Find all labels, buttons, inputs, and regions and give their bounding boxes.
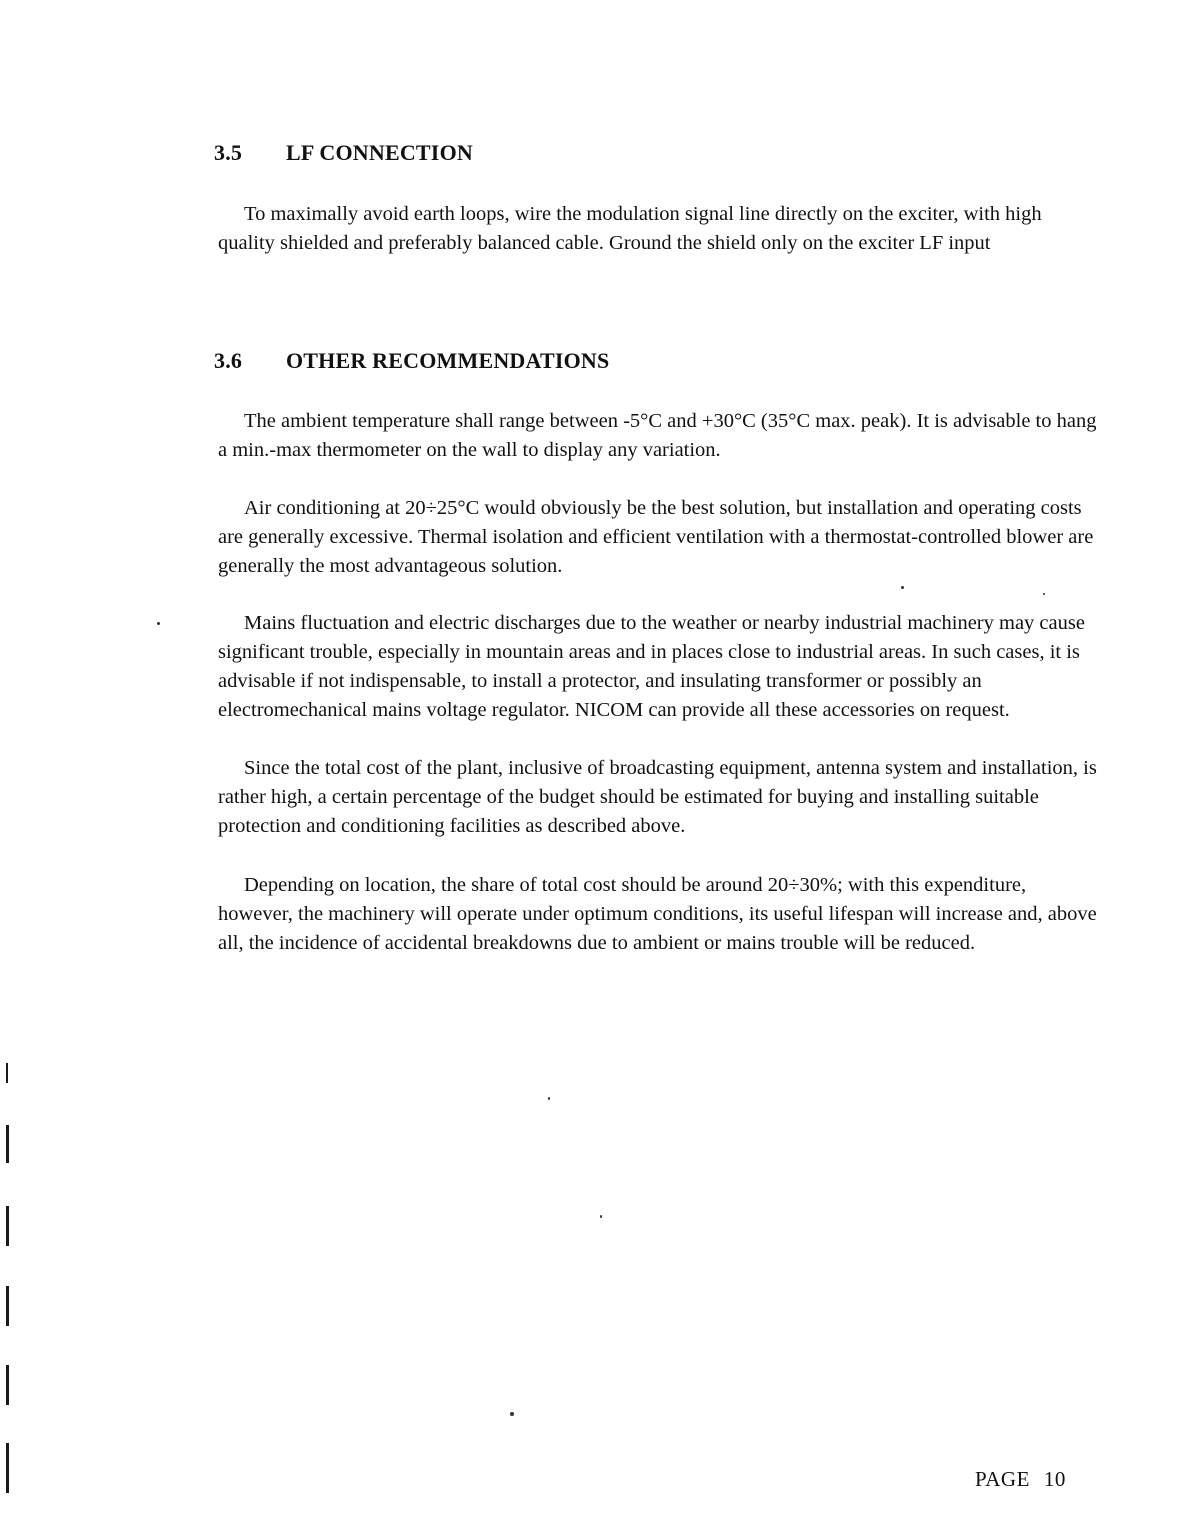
scan-mark-left [6,1125,9,1163]
paragraph-ambient-temperature: The ambient temperature shall range between -5°C and +30°C (35°C max. peak). It is advisable to hang a min.-max thermometer on the wall to display any variation. [218,410,1097,461]
page-label: PAGE [975,1467,1030,1491]
scan-speck [157,622,160,625]
section-number: 3.6 [214,348,243,373]
section-title: LF CONNECTION [286,140,473,165]
section-heading-3-5 [214,140,473,166]
paragraph-total-cost: Since the total cost of the plant, inclusive of broadcasting equipment, antenna system and installation, is rather high, a certain percentage of the budget should be estimated for buying and installing suitable protection and conditioning facilities as described above. [218,757,1097,837]
scan-speck [1043,593,1045,595]
scan-speck [901,586,904,589]
scan-mark-left [6,1063,8,1083]
scan-speck [510,1412,514,1416]
scan-speck [548,1097,550,1100]
section-title: OTHER RECOMMENDATIONS [286,348,610,373]
paragraph-lf-connection: To maximally avoid earth loops, wire the modulation signal line directly on the exciter, with high quality shielded and preferably balanced cable. Ground the shield only on the exciter LF input [218,203,1042,254]
scan-mark-left [6,1443,9,1493]
paragraph-mains-fluctuation: Mains fluctuation and electric discharges due to the weather or nearby industrial machinery may cause significant trouble, especially in mountain areas and in places close to industrial areas. In such cases, it is advisable if not indispensable, to install a protector, and insulating transformer or possibly an electromechanical mains voltage regulator. NICOM can provide all these accessories on request. [218,612,1085,721]
paragraph-air-conditioning: Air conditioning at 20÷25°C would obviously be the best solution, but installation and operating costs are generally excessive. Thermal isolation and efficient ventilation with a thermostat-controlled blower are generally the most advantageous solution. [218,497,1094,577]
paragraph-cost-share: Depending on location, the share of total cost should be around 20÷30%; with this expenditure, however, the machinery will operate under optimum conditions, its useful lifespan will increase and, above all, the incidence of accidental breakdowns due to ambient or mains trouble will be reduced. [218,874,1097,954]
scan-mark-left [6,1206,9,1246]
page-number [975,1467,1066,1492]
scan-mark-left [6,1365,9,1405]
scan-speck [600,1215,602,1218]
section-number: 3.5 [214,140,243,165]
scan-mark-left [6,1286,9,1326]
section-heading-3-6 [214,348,609,374]
page-number-value: 10 [1043,1467,1066,1491]
